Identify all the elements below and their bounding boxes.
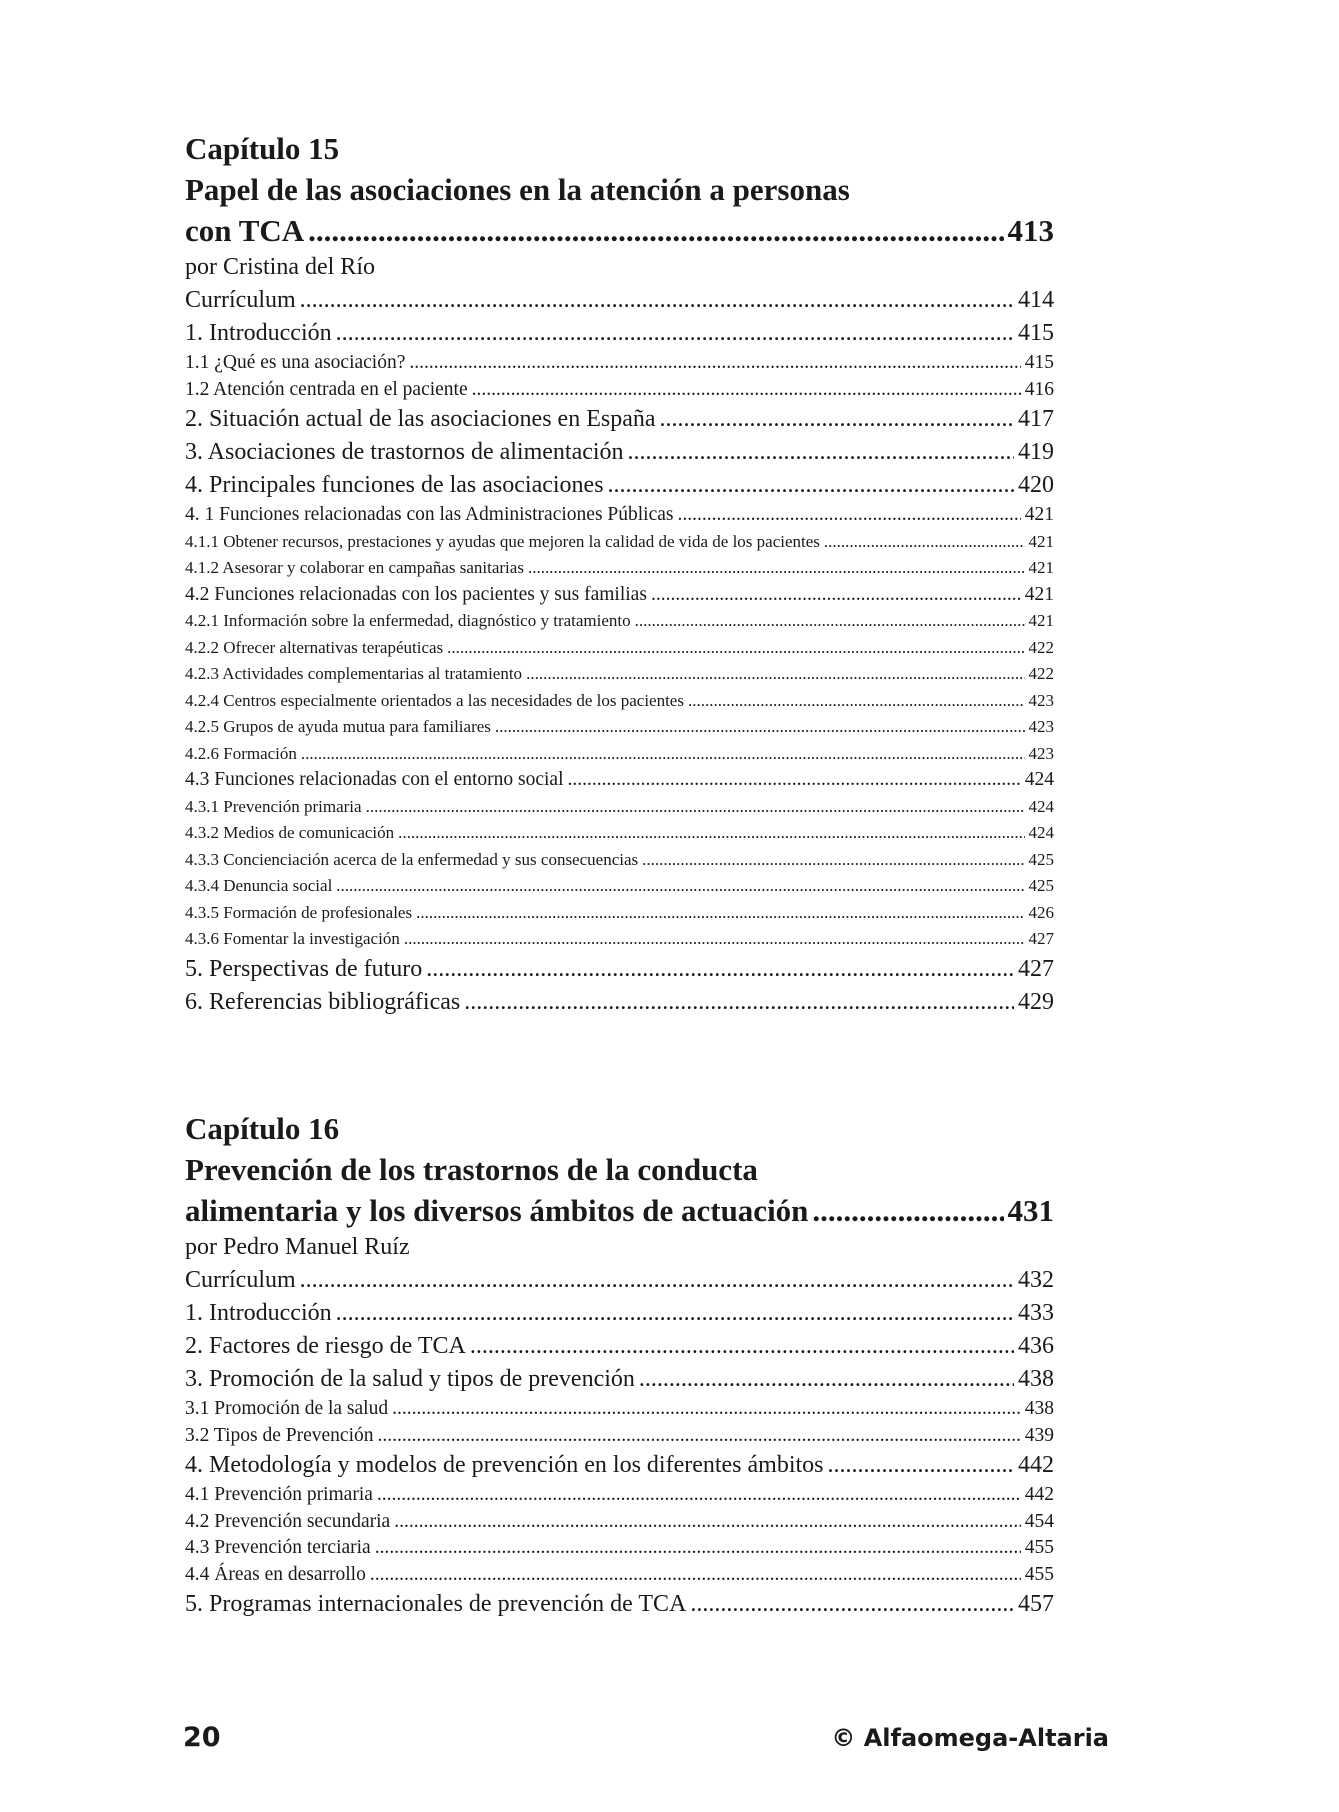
toc-entry — [185, 1264, 1054, 1297]
toc-entry-page: 415 — [1024, 352, 1054, 373]
chapter-title: alimentaria y los diversos ámbitos de actuación — [185, 1193, 809, 1228]
leader-dots — [409, 350, 1020, 377]
toc-entry-page: 421 — [1028, 611, 1054, 630]
toc-entry-page: 436 — [1018, 1333, 1054, 1359]
toc-entry-page: 422 — [1028, 664, 1054, 683]
leader-dots — [416, 900, 1024, 927]
toc-entry-title: 1.2 Atención centrada en el paciente — [185, 378, 468, 400]
toc-entry — [185, 1297, 1054, 1330]
toc-entries — [185, 284, 1054, 1019]
chapter-title-row — [185, 1190, 1054, 1231]
chapter-15-toc — [185, 128, 1054, 1019]
toc-entry-page: 423 — [1028, 690, 1054, 710]
toc-entry — [185, 555, 1054, 582]
leader-dots — [336, 1297, 1014, 1330]
leader-dots — [639, 1363, 1014, 1396]
toc-entry — [185, 1330, 1054, 1363]
chapter-author: por Cristina del Río — [185, 254, 375, 280]
toc-entry-title: 4.2 Funciones relacionadas con los pacientes y sus familias — [185, 583, 647, 605]
leader-dots — [568, 767, 1021, 794]
leader-dots — [677, 502, 1020, 529]
leader-dots — [377, 1482, 1021, 1509]
toc-entry — [185, 1588, 1054, 1621]
toc-entry-title: 1.1 ¿Qué es una asociación? — [185, 352, 406, 373]
toc-entry-title: 4.3 Prevención terciaria — [185, 1537, 371, 1558]
toc-entry-page: 415 — [1018, 320, 1054, 346]
leader-dots — [472, 377, 1021, 404]
toc-entry — [185, 1363, 1054, 1396]
leader-dots — [375, 1535, 1021, 1562]
toc-entry-page: 417 — [1018, 406, 1054, 432]
toc-entry-title: 3.1 Promoción de la salud — [185, 1398, 389, 1419]
leader-dots — [426, 953, 1014, 986]
leader-dots — [308, 210, 1003, 251]
toc-entry-title: 4.3.4 Denuncia social — [185, 876, 333, 895]
toc-entry-title: 4.2.6 Formación — [185, 743, 297, 763]
leader-dots — [642, 847, 1024, 874]
toc-entry-title: 4.2.1 Información sobre la enfermedad, diagnóstico y tratamiento — [185, 611, 631, 630]
toc-entry-title: 4.2 Prevención secundaria — [185, 1510, 391, 1532]
toc-entry-page: 442 — [1024, 1484, 1054, 1505]
toc-entry-title: 4.1.1 Obtener recursos, prestaciones y ayudas que mejoren la calidad de vida de los pacientes — [185, 531, 820, 551]
toc-entry — [185, 688, 1054, 715]
toc-entry-title: 4.1 Prevención primaria — [185, 1484, 373, 1505]
toc-entry-title: 4.2.2 Ofrecer alternativas terapéuticas — [185, 637, 444, 657]
toc-entry-title: 1. Introducción — [185, 1300, 332, 1326]
toc-entry — [185, 529, 1054, 556]
toc-entry-page: 423 — [1028, 717, 1054, 736]
toc-entry-title: Currículum — [185, 1267, 296, 1293]
toc-entry — [185, 350, 1054, 377]
toc-entry-page: 425 — [1028, 876, 1054, 895]
publisher-credit: © Alfaomega-Altaria — [831, 1724, 1109, 1752]
leader-dots — [398, 820, 1024, 847]
leader-dots — [608, 469, 1014, 502]
toc-entry-title: Currículum — [185, 287, 296, 313]
toc-entry-title: 4.3.1 Prevención primaria — [185, 796, 362, 816]
toc-entry-page: 427 — [1018, 955, 1054, 982]
toc-entry-title: 6. Referencias bibliográficas — [185, 988, 461, 1015]
leader-dots — [828, 1449, 1014, 1482]
chapter-page: 431 — [1007, 1193, 1054, 1228]
leader-dots — [651, 582, 1021, 609]
leader-dots — [812, 1190, 1003, 1231]
toc-entry-page: 454 — [1024, 1510, 1054, 1532]
toc-entry-page: 424 — [1024, 769, 1054, 790]
toc-entry-title: 5. Perspectivas de futuro — [185, 955, 423, 982]
toc-entry-page: 421 — [1028, 531, 1054, 551]
toc-entry-page: 429 — [1018, 988, 1054, 1015]
toc-entry-page: 423 — [1028, 743, 1054, 763]
leader-dots — [394, 1509, 1021, 1536]
toc-entry-page: 419 — [1018, 439, 1054, 465]
leader-dots — [660, 403, 1015, 436]
leader-dots — [824, 529, 1025, 556]
toc-entry — [185, 469, 1054, 502]
chapter-page: 413 — [1007, 213, 1054, 248]
toc-entry — [185, 1562, 1054, 1589]
toc-entry — [185, 794, 1054, 821]
toc-entry — [185, 900, 1054, 927]
toc-entry-title: 4. 1 Funciones relacionadas con las Administraciones Públicas — [185, 504, 674, 525]
toc-entry — [185, 284, 1054, 317]
toc-entry-title: 2. Factores de riesgo de TCA — [185, 1333, 466, 1359]
leader-dots — [366, 794, 1025, 821]
toc-entry — [185, 767, 1054, 794]
toc-entry — [185, 582, 1054, 609]
page-number: 20 — [183, 1722, 221, 1753]
toc-entry-title: 1. Introducción — [185, 320, 332, 346]
chapter-title-row — [185, 210, 1054, 251]
toc-entry-page: 439 — [1024, 1424, 1054, 1446]
leader-dots — [635, 608, 1025, 635]
toc-entry — [185, 436, 1054, 469]
leader-dots — [464, 986, 1014, 1019]
toc-entry — [185, 1396, 1054, 1423]
toc-entry-page: 426 — [1028, 902, 1054, 922]
toc-entry-title: 3. Promoción de la salud y tipos de prevención — [185, 1366, 635, 1392]
leader-dots — [404, 926, 1025, 953]
toc-entry-page: 457 — [1018, 1591, 1054, 1617]
toc-entry-title: 3.2 Tipos de Prevención — [185, 1424, 374, 1446]
toc-entry-title: 3. Asociaciones de trastornos de alimentación — [185, 439, 624, 465]
toc-entry-page: 433 — [1018, 1300, 1054, 1326]
toc-entry — [185, 714, 1054, 741]
chapter-label: Capítulo 16 — [185, 1111, 340, 1146]
toc-entry-page: 414 — [1018, 287, 1054, 313]
toc-entry-page: 420 — [1018, 472, 1054, 498]
leader-dots — [526, 661, 1024, 688]
toc-entry — [185, 1423, 1054, 1450]
toc-entries — [185, 1264, 1054, 1621]
toc-entry-title: 5. Programas internacionales de prevención de TCA — [185, 1591, 687, 1617]
toc-entry — [185, 953, 1054, 986]
toc-entry-title: 4.1.2 Asesorar y colaborar en campañas sanitarias — [185, 558, 524, 577]
leader-dots — [447, 635, 1024, 662]
leader-dots — [301, 741, 1025, 768]
toc-entry — [185, 873, 1054, 900]
toc-entry-title: 4.3.3 Concienciación acerca de la enfermedad y sus consecuencias — [185, 849, 639, 869]
leader-dots — [528, 555, 1025, 582]
toc-entry-title: 4.2.5 Grupos de ayuda mutua para familiares — [185, 717, 491, 736]
toc-entry-page: 421 — [1028, 558, 1054, 577]
toc-entry-page: 432 — [1018, 1267, 1054, 1293]
toc-entry-page: 438 — [1018, 1366, 1054, 1392]
leader-dots — [300, 1264, 1014, 1297]
toc-entry-title: 2. Situación actual de las asociaciones en España — [185, 406, 656, 432]
toc-entry — [185, 317, 1054, 350]
leader-dots — [495, 714, 1025, 741]
leader-dots — [370, 1562, 1021, 1589]
toc-entry — [185, 986, 1054, 1019]
toc-entry — [185, 1449, 1054, 1482]
leader-dots — [300, 284, 1014, 317]
toc-entry-page: 425 — [1028, 849, 1054, 869]
toc-entry-page: 438 — [1024, 1398, 1054, 1419]
leader-dots — [336, 317, 1014, 350]
toc-entry-title: 4.3.6 Fomentar la investigación — [185, 929, 400, 948]
toc-entry — [185, 502, 1054, 529]
toc-entry-title: 4.4 Áreas en desarrollo — [185, 1563, 366, 1585]
toc-entry-title: 4.2.3 Actividades complementarias al tratamiento — [185, 664, 523, 683]
toc-entry — [185, 1482, 1054, 1509]
toc-entry-page: 421 — [1024, 583, 1054, 605]
toc-entry — [185, 377, 1054, 404]
leader-dots — [690, 1588, 1014, 1621]
toc-entry — [185, 1509, 1054, 1536]
toc-entry — [185, 1535, 1054, 1562]
toc-entry-page: 421 — [1024, 504, 1054, 525]
chapter-title: Papel de las asociaciones en la atención a personas — [185, 172, 850, 207]
toc-entry-page: 422 — [1028, 637, 1054, 657]
toc-entry — [185, 661, 1054, 688]
toc-entry — [185, 847, 1054, 874]
leader-dots — [688, 688, 1025, 715]
toc-entry-title: 4. Principales funciones de las asociaciones — [185, 472, 604, 498]
chapter-16-toc — [185, 1108, 1054, 1621]
toc-entry — [185, 926, 1054, 953]
toc-entry — [185, 403, 1054, 436]
toc-entry-page: 455 — [1024, 1537, 1054, 1558]
leader-dots — [378, 1423, 1021, 1450]
chapter-title: con TCA — [185, 213, 305, 248]
chapter-author: por Pedro Manuel Ruíz — [185, 1234, 410, 1260]
toc-entry — [185, 741, 1054, 768]
toc-entry-page: 442 — [1018, 1452, 1054, 1478]
toc-entry-page: 416 — [1024, 378, 1054, 400]
leader-dots — [628, 436, 1014, 469]
toc-entry-title: 4.3.2 Medios de comunicación — [185, 823, 395, 842]
chapter-label: Capítulo 15 — [185, 131, 340, 166]
toc-entry-page: 424 — [1028, 823, 1054, 842]
toc-entry — [185, 635, 1054, 662]
leader-dots — [336, 873, 1024, 900]
toc-entry-title: 4.3 Funciones relacionadas con el entorno social — [185, 769, 564, 790]
toc-entry-title: 4. Metodología y modelos de prevención en los diferentes ámbitos — [185, 1452, 824, 1478]
toc-entry-page: 424 — [1028, 796, 1054, 816]
leader-dots — [392, 1396, 1021, 1423]
toc-entry-title: 4.3.5 Formación de profesionales — [185, 902, 413, 922]
toc-entry — [185, 608, 1054, 635]
toc-entry-page: 427 — [1028, 929, 1054, 948]
leader-dots — [470, 1330, 1014, 1363]
toc-entry-page: 455 — [1024, 1563, 1054, 1585]
toc-entry-title: 4.2.4 Centros especialmente orientados a las necesidades de los pacientes — [185, 690, 684, 710]
toc-entry — [185, 820, 1054, 847]
chapter-title: Prevención de los trastornos de la conducta — [185, 1152, 758, 1187]
